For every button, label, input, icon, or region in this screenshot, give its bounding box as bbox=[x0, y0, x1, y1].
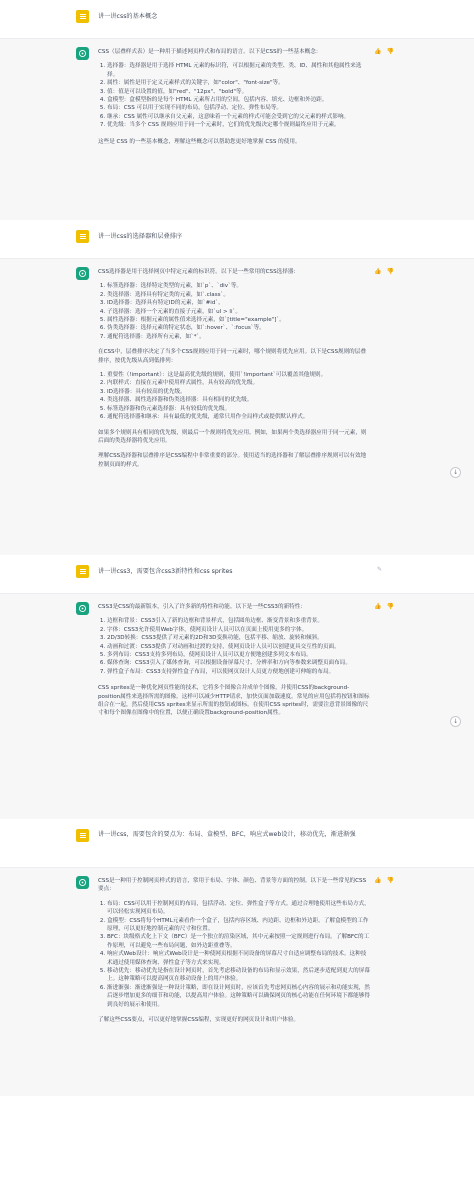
user-message-text: 讲一讲css的选择器和层叠排序 bbox=[98, 233, 183, 240]
openai-logo-icon bbox=[78, 604, 87, 613]
list bbox=[98, 371, 370, 421]
user-message-4 bbox=[0, 819, 474, 867]
thumb-down-icon[interactable]: 👎 bbox=[386, 877, 394, 884]
paragraph: 理解CSS选择器和层叠排序是CSS编程中非常重要的部分。使用适当的选择器和了解层叠排序规则可以有效地控制页面的样式。 bbox=[98, 453, 367, 468]
assistant-avatar bbox=[76, 267, 89, 280]
list-item: 4. 响应式Web设计：响应式Web设计是一种使网页根据不同设备的屏幕尺寸自适应调整布局的技术。这种技术通过使用媒体查询、弹性盒子等方式来实现。 bbox=[107, 950, 370, 967]
list-item: 2. 盒模型：CSS将每个HTML元素看作一个盒子，包括内容区域、内边距、边框和外边距。了解盒模型的工作原理，可以更好地控制元素的尺寸和位置。 bbox=[107, 917, 370, 934]
openai-logo-icon bbox=[78, 878, 87, 887]
user-avatar bbox=[76, 230, 89, 243]
list-item: 1. 重要性（!important）：这是最高优先级的规则，使用`!important`可以覆盖其他规则。 bbox=[107, 371, 370, 379]
list-item: 3. 值：值是可以设置的值，如"red"、"12px"、"bold"等。 bbox=[107, 88, 370, 96]
list-item: 5. 属性选择器：根据元素的属性值来选择元素，如`[title="example"]`。 bbox=[107, 316, 370, 324]
thumb-up-icon[interactable]: 👍 bbox=[374, 268, 382, 275]
openai-logo-icon bbox=[78, 49, 87, 58]
thumb-down-icon[interactable]: 👎 bbox=[386, 268, 394, 275]
list-item: 1. 标签选择器：选择特定类型的元素，如`p`、`div`等。 bbox=[107, 282, 370, 290]
edit-icon[interactable]: ✎ bbox=[376, 566, 382, 573]
thumb-up-icon[interactable]: 👍 bbox=[374, 603, 382, 610]
list-item: 7. 弹性盒子布局：CSS3支持弹性盒子布局，可以使网页设计人员更方便地创建可伸缩的布局。 bbox=[107, 668, 370, 676]
assistant-message-content bbox=[98, 268, 370, 469]
list-item: 7. 通配符选择器：选择所有元素，如`*`。 bbox=[107, 333, 370, 341]
feedback-icons bbox=[374, 604, 394, 610]
list-item: 3. BFC：块级格式化上下文（BFC）是一个独立的渲染区域，其中元素按照一定规则进行布局。了解BFC的工作原理，可以避免一些布局问题，如外边距重叠等。 bbox=[107, 933, 370, 950]
feedback-icons bbox=[374, 49, 394, 55]
list-item: 3. 2D/3D转换：CSS3提供了对元素的2D和3D变换功能，包括平移、缩放、旋转和倾斜。 bbox=[107, 634, 370, 642]
assistant-message-content bbox=[98, 877, 370, 1025]
page-footer-space bbox=[0, 1096, 474, 1177]
list-item: 4. 盒模型：盒模型指的是每个 HTML 元素所占用的空间，包括内容、填充、边框和外边距。 bbox=[107, 96, 370, 104]
assistant-message-3 bbox=[0, 593, 474, 821]
thumb-down-icon[interactable]: 👎 bbox=[386, 603, 394, 610]
user-message-2 bbox=[0, 220, 474, 258]
assistant-avatar bbox=[76, 47, 89, 60]
user-message-text: 讲一讲css的基本概念 bbox=[98, 13, 158, 20]
scroll-down-icon[interactable]: ↓ bbox=[450, 716, 461, 727]
list-item: 6. 媒体查询：CSS3引入了媒体查询，可以根据设备屏幕尺寸、分辨率和方向等参数来调整页面布局。 bbox=[107, 659, 370, 667]
assistant-message-content bbox=[98, 603, 370, 718]
openai-logo-icon bbox=[78, 269, 87, 278]
list-item: 4. 类选择器、属性选择器和伪类选择器：具有相同的优先级。 bbox=[107, 396, 370, 404]
list-item: 4. 动画和过渡：CSS3提供了对动画和过渡的支持，使网页设计人员可以创建更具交互性的页面。 bbox=[107, 643, 370, 651]
list-item: 5. 移动优先：移动优先是指在设计网页时，首先考虑移动设备的布局和显示效果，然后逐步适配到更大的屏幕上。这种策略可以提高网页在移动设备上的用户体验。 bbox=[107, 967, 370, 984]
list-item: 1. 边框和背景：CSS3引入了新的边框和背景样式，包括圆角边框、渐变背景和多重背景。 bbox=[107, 617, 370, 625]
paragraph: 了解这些CSS要点，可以更好地掌握CSS编程，实现更好的网页设计和用户体验。 bbox=[98, 1017, 300, 1024]
paragraph: 在CSS中，层叠排序决定了当多个CSS规则应用于同一元素时，哪个规则将优先应用。以下是CSS规则的层叠排序，按优先级从高到低排列： bbox=[98, 349, 366, 364]
list-item: 5. 标签选择器和伪元素选择器：具有较低的优先级。 bbox=[107, 405, 370, 413]
paragraph: 如果多个规则具有相同的优先级，则最后一个规则将优先应用。例如，如果两个类选择器应用于同一元素，则后面的类选择器将优先应用。 bbox=[98, 429, 367, 444]
thumb-up-icon[interactable]: 👍 bbox=[374, 877, 382, 884]
user-message-1 bbox=[0, 0, 474, 38]
list-item: 5. 布局：CSS 可以用于实现不同的布局，包括浮动、定位、弹性布局等。 bbox=[107, 104, 370, 112]
assistant-message-content bbox=[98, 48, 370, 146]
list bbox=[98, 900, 370, 1009]
list-item: 7. 优先级：当多个 CSS 规则应用于同一个元素时，它们的优先级决定哪个规则最终应用于元素。 bbox=[107, 121, 370, 129]
assistant-message-4 bbox=[0, 867, 474, 1098]
paragraph: CSS（层叠样式表）是一种用于描述网页样式和布局的语言。以下是CSS的一些基本概念： bbox=[98, 49, 322, 55]
paragraph: CSS sprites是一种优化网页性能的技术，它将多个图像合并成单个图像，并使用CSS的background-position属性来选择所需的图像。这样可以减少HTTP请求，加快页面加载速度。常见的应用包括将按钮和图标组合在一起，然后使用CSS sprites来显示所需的按钮或图标。在使用CSS sprites时，需要注意背景图像的尺寸和每个图像在图像中的位置，以便正确设置background-position属性。 bbox=[98, 685, 370, 717]
list-item: 6. 伪类选择器：选择元素的特定状态，如`:hover`、`:focus`等。 bbox=[107, 324, 370, 332]
user-message-text: 讲一讲css3，需要包含css3新特性和css sprites bbox=[98, 568, 233, 575]
paragraph: 这些是 CSS 的一些基本概念，理解这些概念可以帮助您更好地掌握 CSS 的使用。 bbox=[98, 138, 301, 145]
list-item: 1. 选择器：选择器是用于选择 HTML 元素的标识符，可以根据元素的类型、类、ID、属性和其他属性来选择。 bbox=[107, 62, 370, 79]
list-item: 2. 字体：CSS3允许使用Web字体，使网页设计人员可以在页面上使用更多的字体。 bbox=[107, 626, 370, 634]
list-item: 6. 渐进渐强：渐进渐强是一种设计策略，即在设计网页时，应该首先考虑网页核心内容的展示和功能实现，然后逐步增加更多的细节和功能，以提高用户体验。这种策略可以确保网页的核心功能在任何环境下都能够得到良好的展示和使用。 bbox=[107, 984, 370, 1009]
user-avatar bbox=[76, 565, 89, 578]
list-item: 3. ID选择器：选择具有特定ID的元素，如`#id`。 bbox=[107, 299, 370, 307]
feedback-icons bbox=[374, 269, 394, 275]
list bbox=[98, 617, 370, 676]
scroll-down-icon[interactable]: ↓ bbox=[450, 467, 461, 478]
list-item: 3. ID选择器：具有较高的优先级。 bbox=[107, 388, 370, 396]
list-item: 2. 类选择器：选择具有特定类的元素，如`.class`。 bbox=[107, 291, 370, 299]
paragraph: CSS3是CSS的最新版本，引入了许多新的特性和功能。以下是一些CSS3的新特性： bbox=[98, 604, 306, 610]
thumb-up-icon[interactable]: 👍 bbox=[374, 48, 382, 55]
assistant-avatar bbox=[76, 876, 89, 889]
user-message-3 bbox=[0, 555, 474, 593]
list-item: 4. 子选择器：选择一个元素的直接子元素，如`ul > li`。 bbox=[107, 308, 370, 316]
list bbox=[98, 282, 370, 341]
assistant-message-1 bbox=[0, 38, 474, 222]
paragraph: CSS是一种用于控制网页样式的语言，常用于布局、字体、颜色、背景等方面的控制。以下是一些常见的CSS要点： bbox=[98, 878, 367, 893]
paragraph: CSS选择器是用于选择网页中特定元素的标识符。以下是一些常用的CSS选择器： bbox=[98, 269, 300, 275]
list-item: 2. 内联样式：直接在元素中使用样式属性，具有较高的优先级。 bbox=[107, 379, 370, 387]
feedback-icons bbox=[374, 878, 394, 884]
list-item: 6. 继承：CSS 属性可以继承自父元素，这意味着一个元素的样式可能会受到它的父元素的样式影响。 bbox=[107, 113, 370, 121]
user-avatar bbox=[76, 829, 89, 842]
assistant-message-2 bbox=[0, 258, 474, 557]
user-avatar bbox=[76, 10, 89, 23]
list bbox=[98, 62, 370, 129]
assistant-avatar bbox=[76, 602, 89, 615]
list-item: 1. 布局：CSS可以用于控制网页的布局，包括浮动、定位、弹性盒子等方式。通过合理地使用这些布局方式，可以轻松实现网页布局。 bbox=[107, 900, 370, 917]
list-item: 6. 通配符选择器和继承：具有最低的优先级，通常只用作全局样式或提供默认样式。 bbox=[107, 413, 370, 421]
user-message-text: 讲一讲css，需要包含的要点为：布局、盒模型、BFC，响应式web设计，移动优先，渐进渐强 bbox=[98, 831, 356, 838]
list-item: 5. 多列布局：CSS3支持多列布局，使网页设计人员可以更方便地创建多列文本布局。 bbox=[107, 651, 370, 659]
thumb-down-icon[interactable]: 👎 bbox=[386, 48, 394, 55]
list-item: 2. 属性：属性是用于定义元素样式的关键字，如"color"、"font-size"等。 bbox=[107, 79, 370, 87]
